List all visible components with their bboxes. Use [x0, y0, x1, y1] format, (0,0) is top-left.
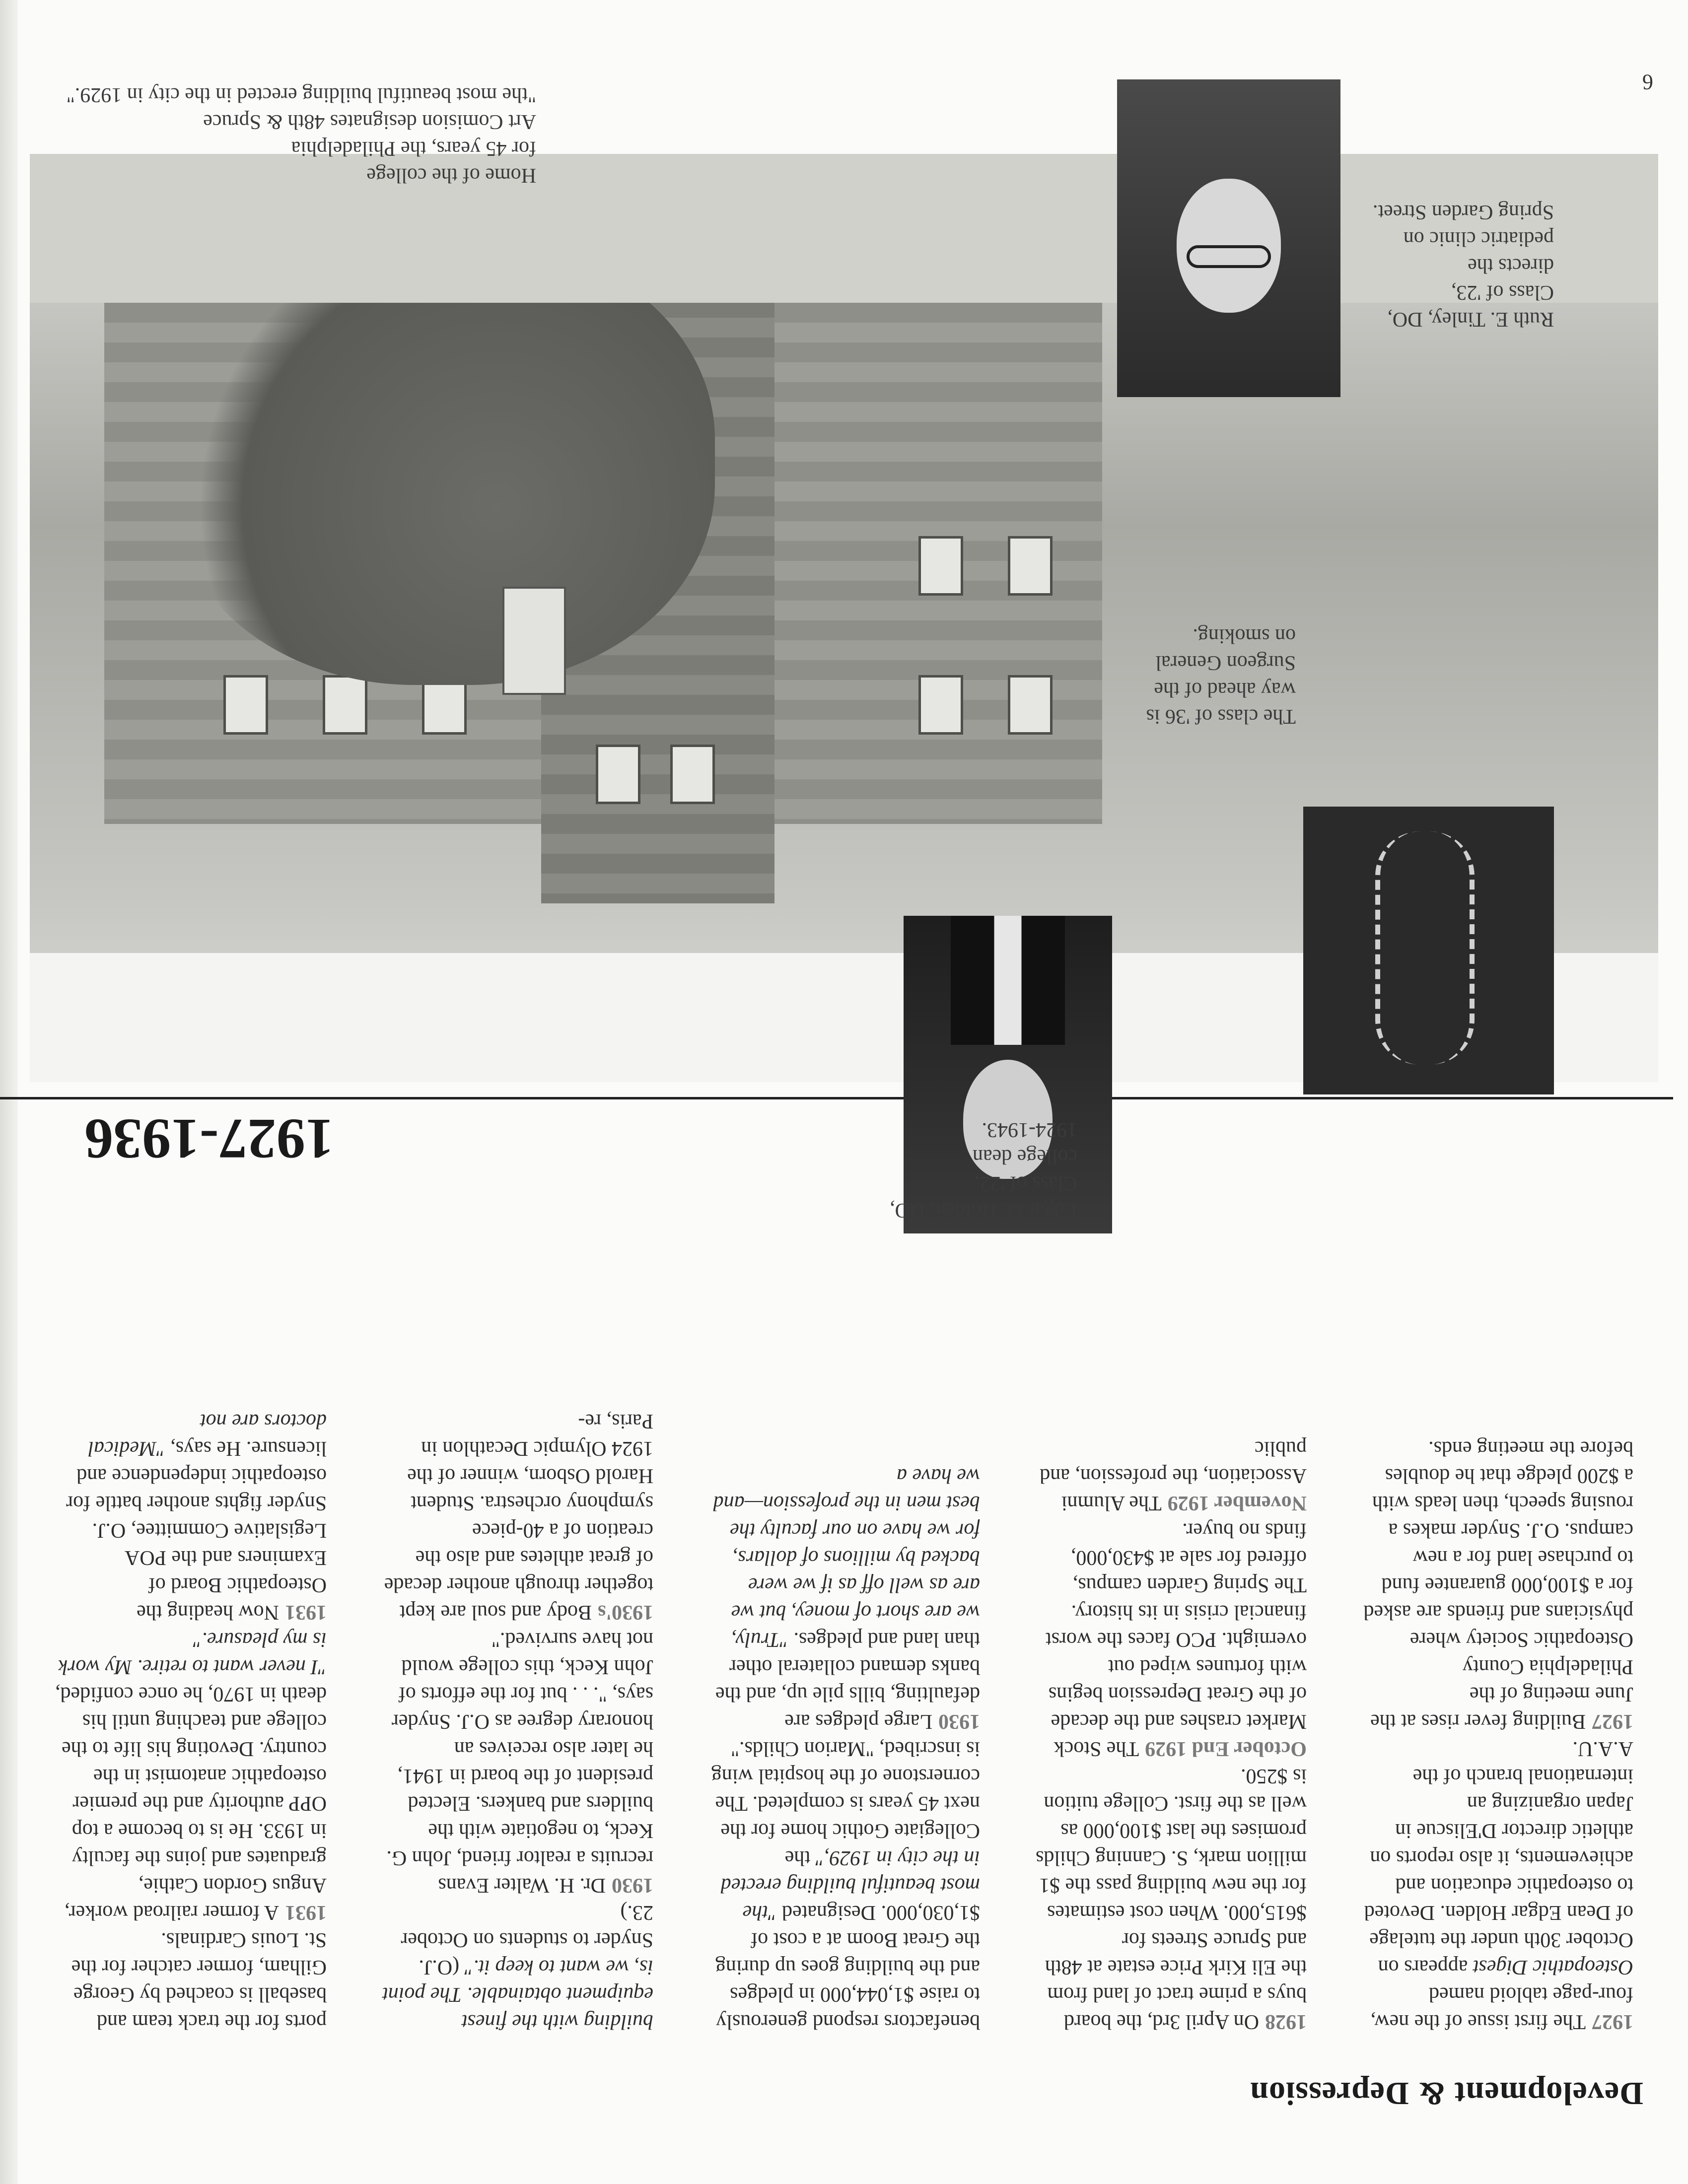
page-binding-shadow: [0, 0, 18, 2184]
timeline-entry: [708, 1735, 980, 2035]
entry-year: 1928: [1265, 2010, 1307, 2033]
text-column: [55, 1152, 327, 2035]
trees: [169, 238, 715, 685]
portrait-suit: [951, 916, 1065, 1045]
timeline-entry: [1035, 1434, 1307, 1516]
entry-year: 1931: [285, 1601, 327, 1624]
entry-text: ports for the track team and baseball is coached by George Gilham, former catcher for the St. Louis Cardinals.: [71, 1928, 327, 2033]
timeline-entry: [708, 1462, 980, 1735]
text-column: [1035, 1152, 1307, 2035]
timeline-entry: [381, 1626, 653, 1899]
entry-text: On April 3rd, the board buys a prime tract of land from the Eli Kirk Price estate at 48th and Spruce Streets for $615,000. When cost estimates for the new building pass the $1 million mark, S. Canning Childs promises the last $100,000 as well as the first. College tuition is $250.: [1035, 1765, 1307, 2033]
caption-line: directs the: [1468, 254, 1554, 277]
tinley-caption: [1345, 199, 1554, 333]
caption-line: Class of '22,: [974, 1172, 1077, 1195]
building-window: [596, 745, 640, 804]
skeleton-caption: [1072, 622, 1296, 730]
caption-line: Art Comision designates 48th & Spruce: [203, 110, 536, 133]
timeline-entry: [55, 1926, 327, 2035]
entry-year: 1927: [1592, 1710, 1633, 1733]
skeleton-figure: [1375, 831, 1475, 1065]
caption-line: Edgar O. Holden, DO,: [890, 1199, 1077, 1222]
entry-text: Building fever rises at the June meeting of the Philadelphia County Osteopathic Society where physicians and friends are asked for a $100,000 guarantee fund to purchase land for a new campus. O.J. Snyder makes a rousing speech, then leads with a $200 pledge that he doubles before the meeting ends.: [1363, 1437, 1633, 1733]
caption-line: Class of '23,: [1451, 281, 1554, 304]
building-window: [918, 675, 963, 735]
entry-text: A former railroad worker, Angus Gordon Cathie, graduates and joins the faculty in 1933. He is to become a top OPP authority and the premier osteopathic anatomist in the country. Devoting his life to the college and teaching until his death in 1970, he once confided,: [55, 1683, 327, 1924]
caption-line: Surgeon General: [1155, 651, 1296, 674]
timeline-entry: [55, 1407, 327, 1626]
entry-text: The first issue of the new, four-page tabloid named: [1370, 1983, 1633, 2033]
entry-text: The Alumni Association, the profession, and public: [1040, 1437, 1307, 1514]
caption-line: way ahead of the: [1154, 678, 1296, 701]
portrait-glasses: [1187, 245, 1271, 268]
text-columns: [55, 1152, 1633, 2035]
timeline-entry: [1035, 1762, 1307, 2035]
entry-quote: "the most beautiful building erected in the city in 1929,": [720, 1846, 980, 1924]
timeline-entry: [1361, 1434, 1633, 1735]
entry-quote: "I never want to retire. My work is my pleasure.": [58, 1628, 327, 1678]
caption-line: Home of the college: [366, 164, 536, 187]
timeline-entry: [1361, 1735, 1633, 2035]
text-column: [708, 1152, 980, 2035]
caption-line: pediatric clinic on: [1403, 227, 1554, 250]
caption-line: "the most beautiful building erected in the city in 1929.": [66, 83, 536, 106]
building-window: [918, 536, 963, 596]
holden-caption: [869, 1116, 1077, 1224]
page-number: 6: [1642, 70, 1653, 94]
entry-quote: "Medical doctors are not: [88, 1410, 327, 1460]
entry-year: November 1929: [1167, 1492, 1307, 1514]
entry-year: October End 1929: [1145, 1737, 1307, 1760]
text-column: [1361, 1152, 1633, 2035]
entry-text: Now heading the Osteopathic Board of Examiners and the POA Legislative Committee, O.J. Snyder fights another battle for osteopathic independence and licensure. He says,: [66, 1437, 327, 1624]
caption-line: for 45 years, the Philadelphia: [291, 137, 536, 160]
entry-quote: building with the finest equipment obtainable. The point is, we want to keep it.": [382, 1956, 653, 2033]
entry-text: Dr. H. Walter Evans recruits a realtor friend, John G. Keck, to negotiate with the builders and bankers. Elected president of the board in 1941, he later also receives an honorary degree as O.J. Snyder says, ". . . but for the efforts of John Keck, this college would not have survived.": [386, 1628, 653, 1897]
skeleton-photo: [1303, 807, 1554, 1094]
entry-year: 1930's: [597, 1601, 653, 1624]
entry-year: 1930: [612, 1874, 653, 1897]
entry-quote: Osteopathic Digest: [1473, 1956, 1633, 1979]
caption-line: Ruth E. Tinley, DO,: [1387, 308, 1554, 331]
text-column: [381, 1152, 653, 2035]
entry-text: benefactors respond generously to raise $1,044,000 in pledges and the building goes up during the Great Boom at a cost of $1,030,000. Designated: [715, 1901, 980, 2033]
building-window: [223, 675, 268, 735]
building-window: [1008, 536, 1053, 596]
building-caption: [50, 81, 536, 189]
entry-year: 1931: [285, 1901, 327, 1924]
caption-line: college dean: [972, 1145, 1077, 1168]
section-title: Development & Depression: [1250, 2075, 1643, 2112]
timeline-entry: [381, 1407, 653, 1626]
entry-quote: "Truly, we are short of money, but we are as well off as if we were backed by millions of dollars, for we have on our faculty the best men in the profession—and we have a: [713, 1464, 980, 1651]
tinley-portrait-photo: [1117, 79, 1340, 397]
caption-line: Spring Garden Street.: [1372, 201, 1554, 223]
timeline-entry: [1035, 1516, 1307, 1762]
period-title: 1927-1936: [84, 1107, 334, 1170]
entry-text: (O.J. Snyder to students on October 23.): [401, 1901, 653, 1979]
building-window: [1008, 675, 1053, 735]
timeline-entry: [381, 1899, 653, 2035]
caption-line: The class of '36 is: [1146, 705, 1296, 728]
building-window: [670, 745, 715, 804]
timeline-entry: [55, 1626, 327, 1926]
clinic-sign: [502, 587, 566, 695]
building-window: [323, 675, 367, 735]
entry-text: the Collegiate Gothic home for the next 45 years is completed. The cornerstone of the hospital wing is inscribed, "Marion Childs.": [711, 1737, 980, 1869]
caption-line: on smoking.: [1193, 624, 1296, 647]
caption-line: 1924-1943.: [982, 1118, 1077, 1141]
entry-year: 1927: [1592, 2010, 1633, 2033]
entry-text: The Stock Market crashes and the decade of the Great Depression begins with fortunes wiped out overnight. PCO faces the worst financial crisis in its history. The Spring Garden campus, offered for sale at $430,000, finds no buyer.: [1045, 1519, 1307, 1760]
entry-text: Body and soul are kept together through another decade of great athletes and also the creation of a 40-piece symphony orchestra. Student Harold Osborn, winner of the 1924 Olympic Decathlon in Paris, re-: [384, 1410, 653, 1624]
entry-year: 1930: [938, 1710, 980, 1733]
horizontal-rule: [0, 1097, 1673, 1099]
entry-text: Large pledges are defaulting, bills pile up, and the banks demand collateral other than land and pledges.: [715, 1628, 980, 1733]
entry-text: appears on October 30th under the tutelage of Dean Edgar Holden. Devoted to osteopathic education and achievements, it also reports on athletic director D'Eliscue in Japan organizing an international branch of the A.A.U.: [1364, 1737, 1633, 1979]
